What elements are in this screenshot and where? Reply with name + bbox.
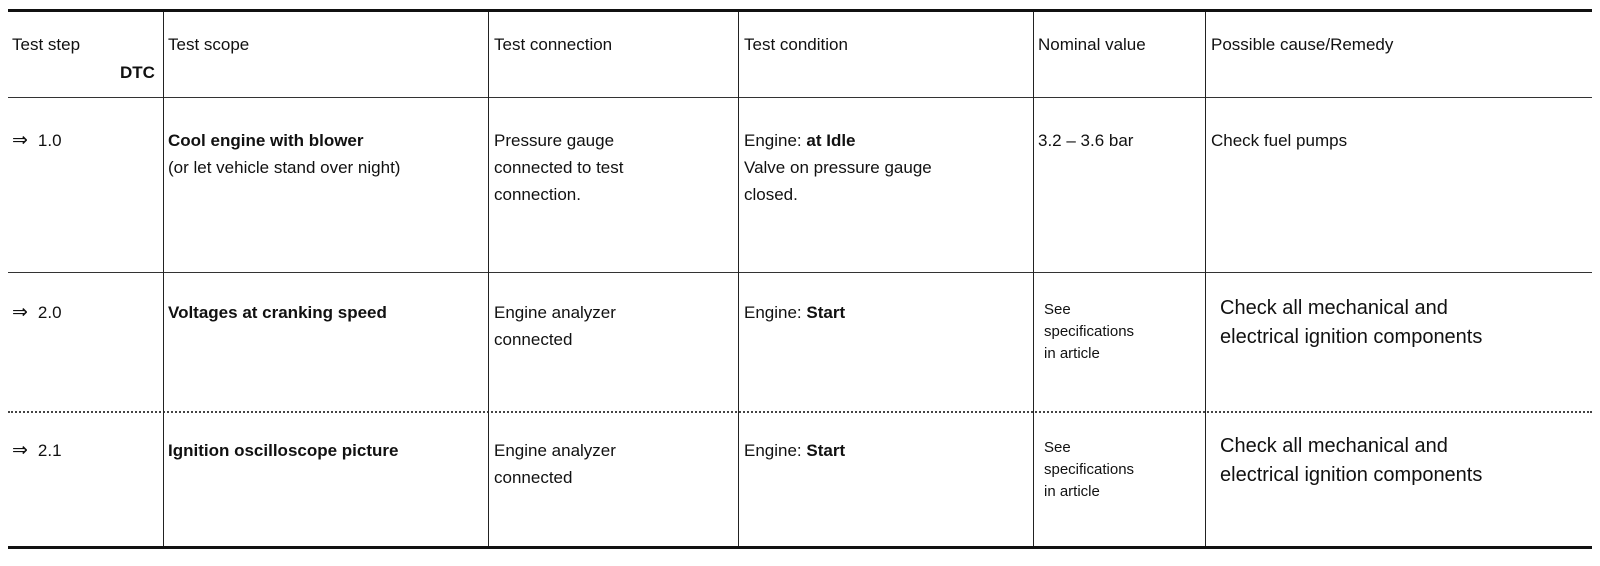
table-row-condition (744, 437, 845, 464)
nominal-line: specifications (1044, 323, 1135, 340)
nominal-line: in article (1044, 345, 1100, 362)
column-divider (1033, 12, 1034, 546)
table-row-remedy (1220, 294, 1482, 352)
scope-title: Cool engine with blower (168, 131, 364, 150)
table-row-remedy: Check fuel pumps (1211, 131, 1348, 150)
condition-prefix: Engine: (744, 441, 807, 460)
header-nominal-value: Nominal value (1038, 35, 1146, 54)
remedy-line: Check all mechanical and (1220, 435, 1448, 457)
table-row-condition (744, 127, 932, 208)
table-row-step (12, 127, 62, 154)
connection-line: connected (494, 330, 573, 349)
condition-line: Valve on pressure gauge (744, 158, 932, 177)
remedy-line: Check all mechanical and (1220, 297, 1448, 319)
table-row-condition (744, 299, 845, 326)
connection-line: Engine analyzer (494, 441, 616, 460)
connection-line: Engine analyzer (494, 303, 616, 322)
nominal-line: See (1044, 439, 1071, 456)
step-number: 1.0 (37, 131, 62, 150)
diagnostic-test-table (8, 9, 1592, 549)
condition-prefix: Engine: (744, 303, 807, 322)
row-separator-dotted (8, 411, 1592, 413)
double-right-arrow-icon: ⇒ (12, 130, 28, 151)
header-test-condition: Test condition (744, 35, 848, 54)
connection-line: connected (494, 468, 573, 487)
row-separator (8, 272, 1592, 273)
scope-title: Ignition oscilloscope picture (168, 441, 399, 460)
table-row-connection (494, 127, 623, 208)
step-number: 2.1 (37, 441, 62, 460)
table-row-connection (494, 299, 616, 353)
nominal-line: in article (1044, 483, 1100, 500)
column-divider (1205, 12, 1206, 546)
header-test-scope: Test scope (168, 35, 250, 54)
header-remedy: Possible cause/Remedy (1211, 35, 1394, 54)
connection-line: connection. (494, 185, 581, 204)
table-row-scope (168, 299, 387, 326)
table-bottom-border (8, 546, 1592, 549)
table-row-scope (168, 437, 398, 464)
table-row-connection (494, 437, 616, 491)
header-test-step: Test step (12, 35, 81, 54)
condition-value: at Idle (806, 131, 856, 150)
connection-line: connected to test (494, 158, 624, 177)
double-right-arrow-icon: ⇒ (12, 440, 28, 461)
column-divider (163, 12, 164, 546)
table-row-step (12, 437, 62, 464)
table-row-nominal (1044, 437, 1134, 503)
header-dtc: DTC (120, 63, 155, 82)
remedy-line: electrical ignition components (1220, 326, 1483, 348)
table-top-border (8, 9, 1592, 12)
step-number: 2.0 (37, 303, 62, 322)
table-row-step (12, 299, 62, 326)
condition-line: closed. (744, 185, 798, 204)
remedy-line: electrical ignition components (1220, 464, 1483, 486)
column-divider (738, 12, 739, 546)
double-right-arrow-icon: ⇒ (12, 302, 28, 323)
header-separator (8, 97, 1592, 98)
scope-note: (or let vehicle stand over night) (168, 158, 401, 177)
table-row-remedy (1220, 432, 1482, 490)
condition-prefix: Engine: (744, 131, 807, 150)
scope-title: Voltages at cranking speed (168, 303, 387, 322)
connection-line: Pressure gauge (494, 131, 615, 150)
nominal-line: See (1044, 301, 1071, 318)
condition-value: Start (806, 441, 846, 460)
table-row-nominal (1044, 299, 1134, 365)
table-row-scope (168, 127, 400, 181)
nominal-line: specifications (1044, 461, 1135, 478)
header-test-connection: Test connection (494, 35, 613, 54)
condition-value: Start (806, 303, 846, 322)
column-divider (488, 12, 489, 546)
table-row-nominal: 3.2 – 3.6 bar (1038, 131, 1134, 150)
